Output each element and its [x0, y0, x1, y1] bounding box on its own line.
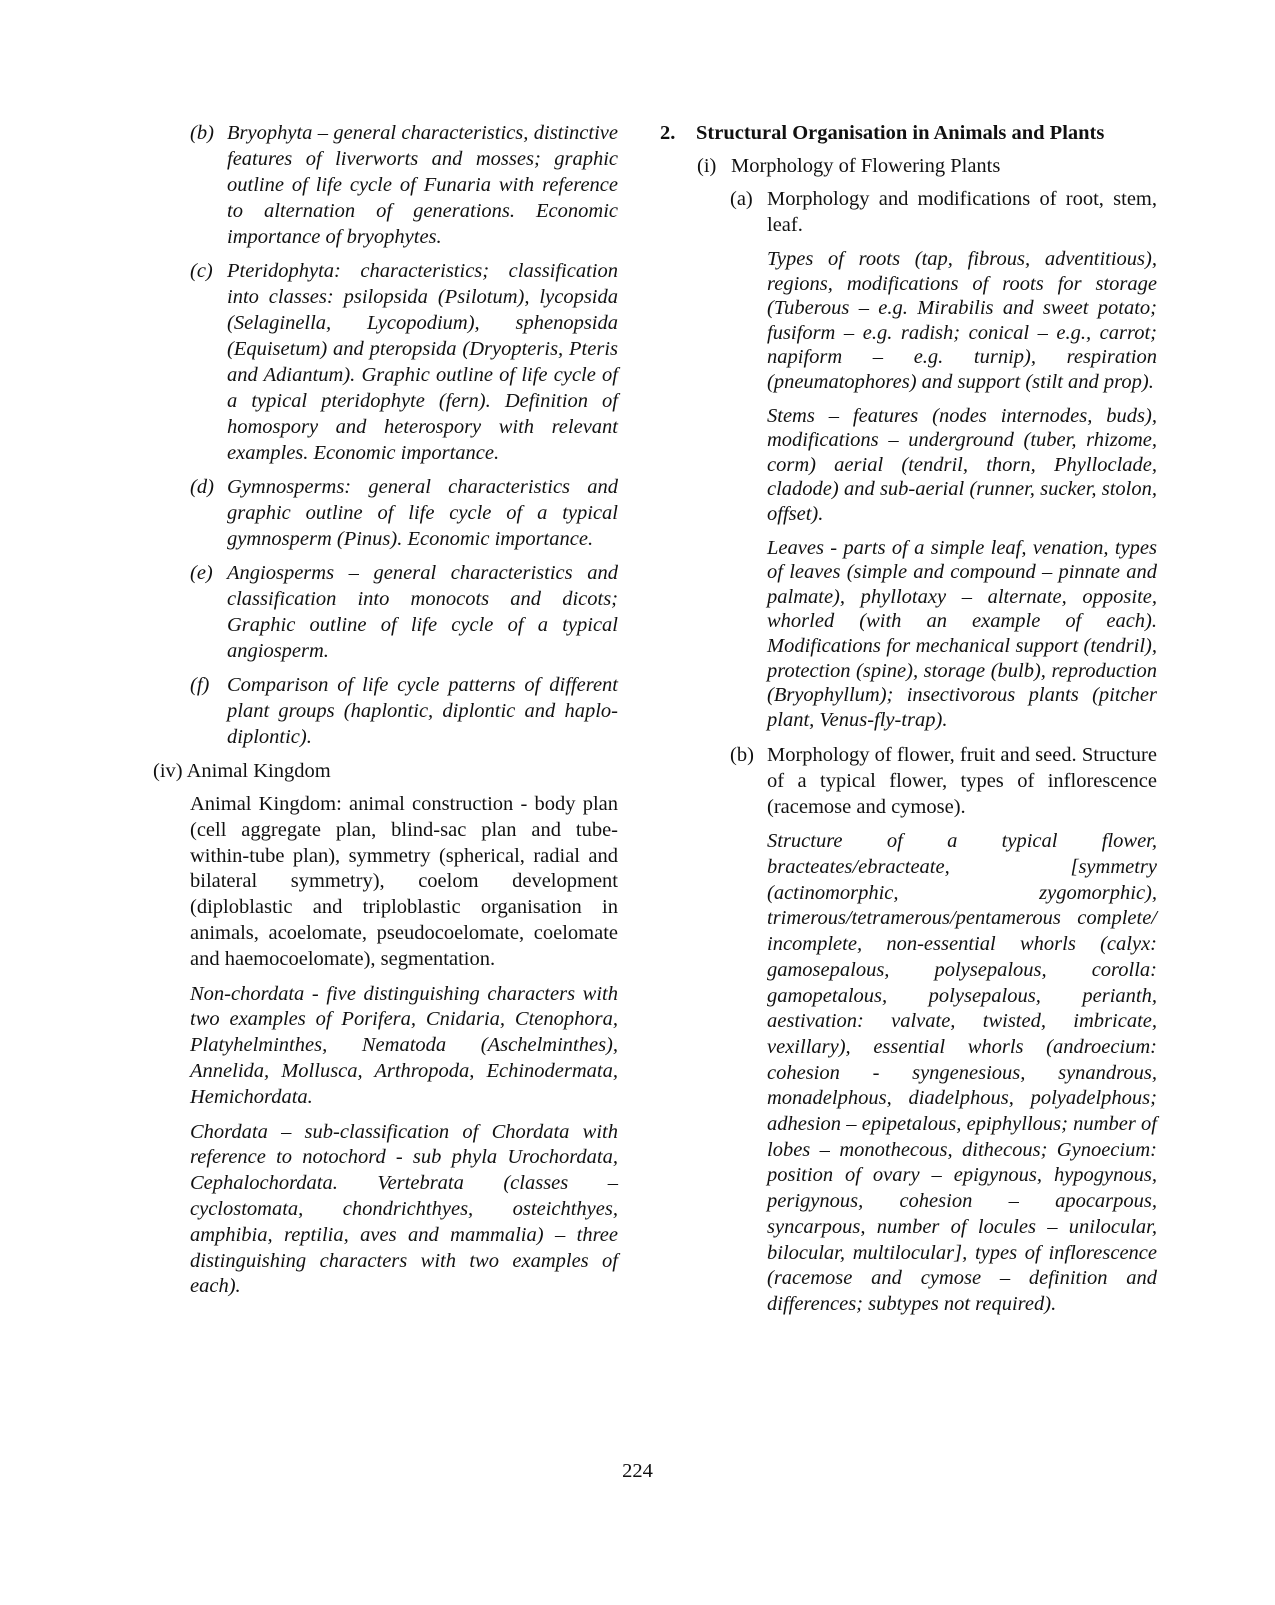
leaves-paragraph: Leaves - parts of a simple leaf, venation, types of leaves (simple and compound – pinnate and palmate), phyllotaxy – alternate, opposite, whorled (with an example of each). Modifications for mechanical support (tendril), protection (spine), storage (bulb), reproduction (Bryophyllum); insectivorous plants (pitcher plant, Venus-fly-trap). — [767, 536, 1157, 731]
flower-structure-paragraph: Structure of a typical flower, bracteates/ebracteate, [symmetry (actinomorphic, zygomorphic), trimerous/tetramerous/pentamerous complete/ incomplete, non-essential whorls (calyx: gamosepalous, polysepalous, corolla: gamopetalous, polysepalous, perianth, aestivation: valvate, twisted, imbricate, vexillary), essential whorls (androecium: cohesion - syngenesious, synandrous, monadelphous, diadelphous, polyadelphous; adhesion – epipetalous, epiphyllous; number of lobes – monothecous, dithecous; Gynoecium: position of ovary – epigynous, hypogynous, perigynous, cohesion – apocarpous, syncarpous, number of locules – unilocular, bilocular, multilocular], types of inflorescence (racemose and cymose – definition and differences; subtypes not required). — [767, 830, 1157, 1315]
item-text: Comparison of life cycle patterns of different plant groups (haplontic, diplontic and haplo-diplontic). — [227, 674, 618, 748]
list-item-angiosperms — [190, 560, 618, 664]
roots-paragraph: Types of roots (tap, fibrous, adventitious), regions, modifications of roots for storage (Tuberous – e.g. Mirabilis and sweet potato; fusiform – e.g. radish; conical – e.g., carrot; napiform – e.g. turnip), respiration (pneumatophores) and support (stilt and prop). — [767, 248, 1157, 393]
item-text: Angiosperms – general characteristics and classification into monocots and dicots; Graphic outline of life cycle of a typical angiosperm. — [227, 562, 618, 662]
subsection-label: (i) — [697, 155, 717, 177]
heading-number: 2. — [660, 122, 676, 144]
section-heading-structural-organisation — [660, 120, 1157, 146]
stems-paragraph: Stems – features (nodes internodes, buds), modifications – underground (tuber, rhizome, corm) aerial (tendril, thorn, Phylloclade, cladode) and sub-aerial (runner, sucker, stolon, offset). — [767, 404, 1157, 525]
subsection-morphology-flowering-plants — [697, 153, 1157, 179]
item-text: Morphology of flower, fruit and seed. Structure of a typical flower, types of inflorescence (racemose and cymose). — [767, 744, 1157, 819]
item-label: (c) — [190, 260, 213, 282]
list-item-gymnosperms — [190, 474, 618, 552]
left-column — [153, 120, 618, 1300]
list-item-life-cycle-comparison — [190, 672, 618, 750]
list-item-pteridophyta — [190, 258, 618, 466]
item-flower-fruit-seed — [730, 742, 1157, 820]
item-label: (d) — [190, 476, 214, 498]
item-label: (f) — [190, 674, 210, 696]
item-text: Pteridophyta: characteristics; classification into classes: psilopsida (Psilotum), lycopsida (Selaginella, Lycopodium), sphenopsida (Equisetum) and pteropsida (Dryopteris, Pteris and Adiantum). Graphic outline of life cycle of a typical pteridophyte (fern). Definition of homospory and heterospory with relevant examples. Economic importance. — [227, 260, 618, 464]
list-item-bryophyta — [190, 120, 618, 250]
right-column — [660, 120, 1157, 1318]
item-label: (b) — [730, 744, 754, 767]
page-number: 224 — [622, 1460, 653, 1482]
item-label: (e) — [190, 562, 213, 584]
item-label: (a) — [730, 188, 753, 210]
item-text: Gymnosperms: general characteristics and graphic outline of life cycle of a typical gymnosperm (Pinus). Economic importance. — [227, 476, 618, 550]
item-text: Morphology and modifications of root, stem, leaf. — [767, 188, 1157, 236]
animal-kingdom-paragraph: Animal Kingdom: animal construction - body plan (cell aggregate plan, blind-sac plan and tube-within-tube plan), symmetry (spherical, radial and bilateral symmetry), coelom development (diploblastic and triploblastic organisation in animals, acoelomate, pseudocoelomate, coelomate and haemocoelomate), segmentation. — [190, 793, 618, 970]
section-heading-animal-kingdom: (iv) Animal Kingdom — [153, 760, 331, 782]
item-label: (b) — [190, 122, 214, 144]
heading-text: Structural Organisation in Animals and Plants — [696, 122, 1105, 144]
subsection-text: Morphology of Flowering Plants — [731, 155, 1001, 177]
chordata-paragraph: Chordata – sub-classification of Chordata with reference to notochord - sub phyla Urochordata, Cephalochordata. Vertebrata (classes – cyclostomata, chondrichthyes, osteichthyes, amphibia, reptilia, aves and mammalia) – three distinguishing characters with two examples of each). — [190, 1120, 618, 1298]
non-chordata-paragraph: Non-chordata - five distinguishing characters with two examples of Porifera, Cnidaria, Ctenophora, Platyhelminthes, Nematoda (Aschelminthes), Annelida, Mollusca, Arthropoda, Echinodermata, Hemichordata. — [190, 982, 618, 1108]
item-text: Bryophyta – general characteristics, distinctive features of liverworts and mosses; graphic outline of life cycle of Funaria with reference to alternation of generations. Economic importance of bryophytes. — [227, 122, 618, 248]
item-root-stem-leaf — [730, 186, 1157, 238]
